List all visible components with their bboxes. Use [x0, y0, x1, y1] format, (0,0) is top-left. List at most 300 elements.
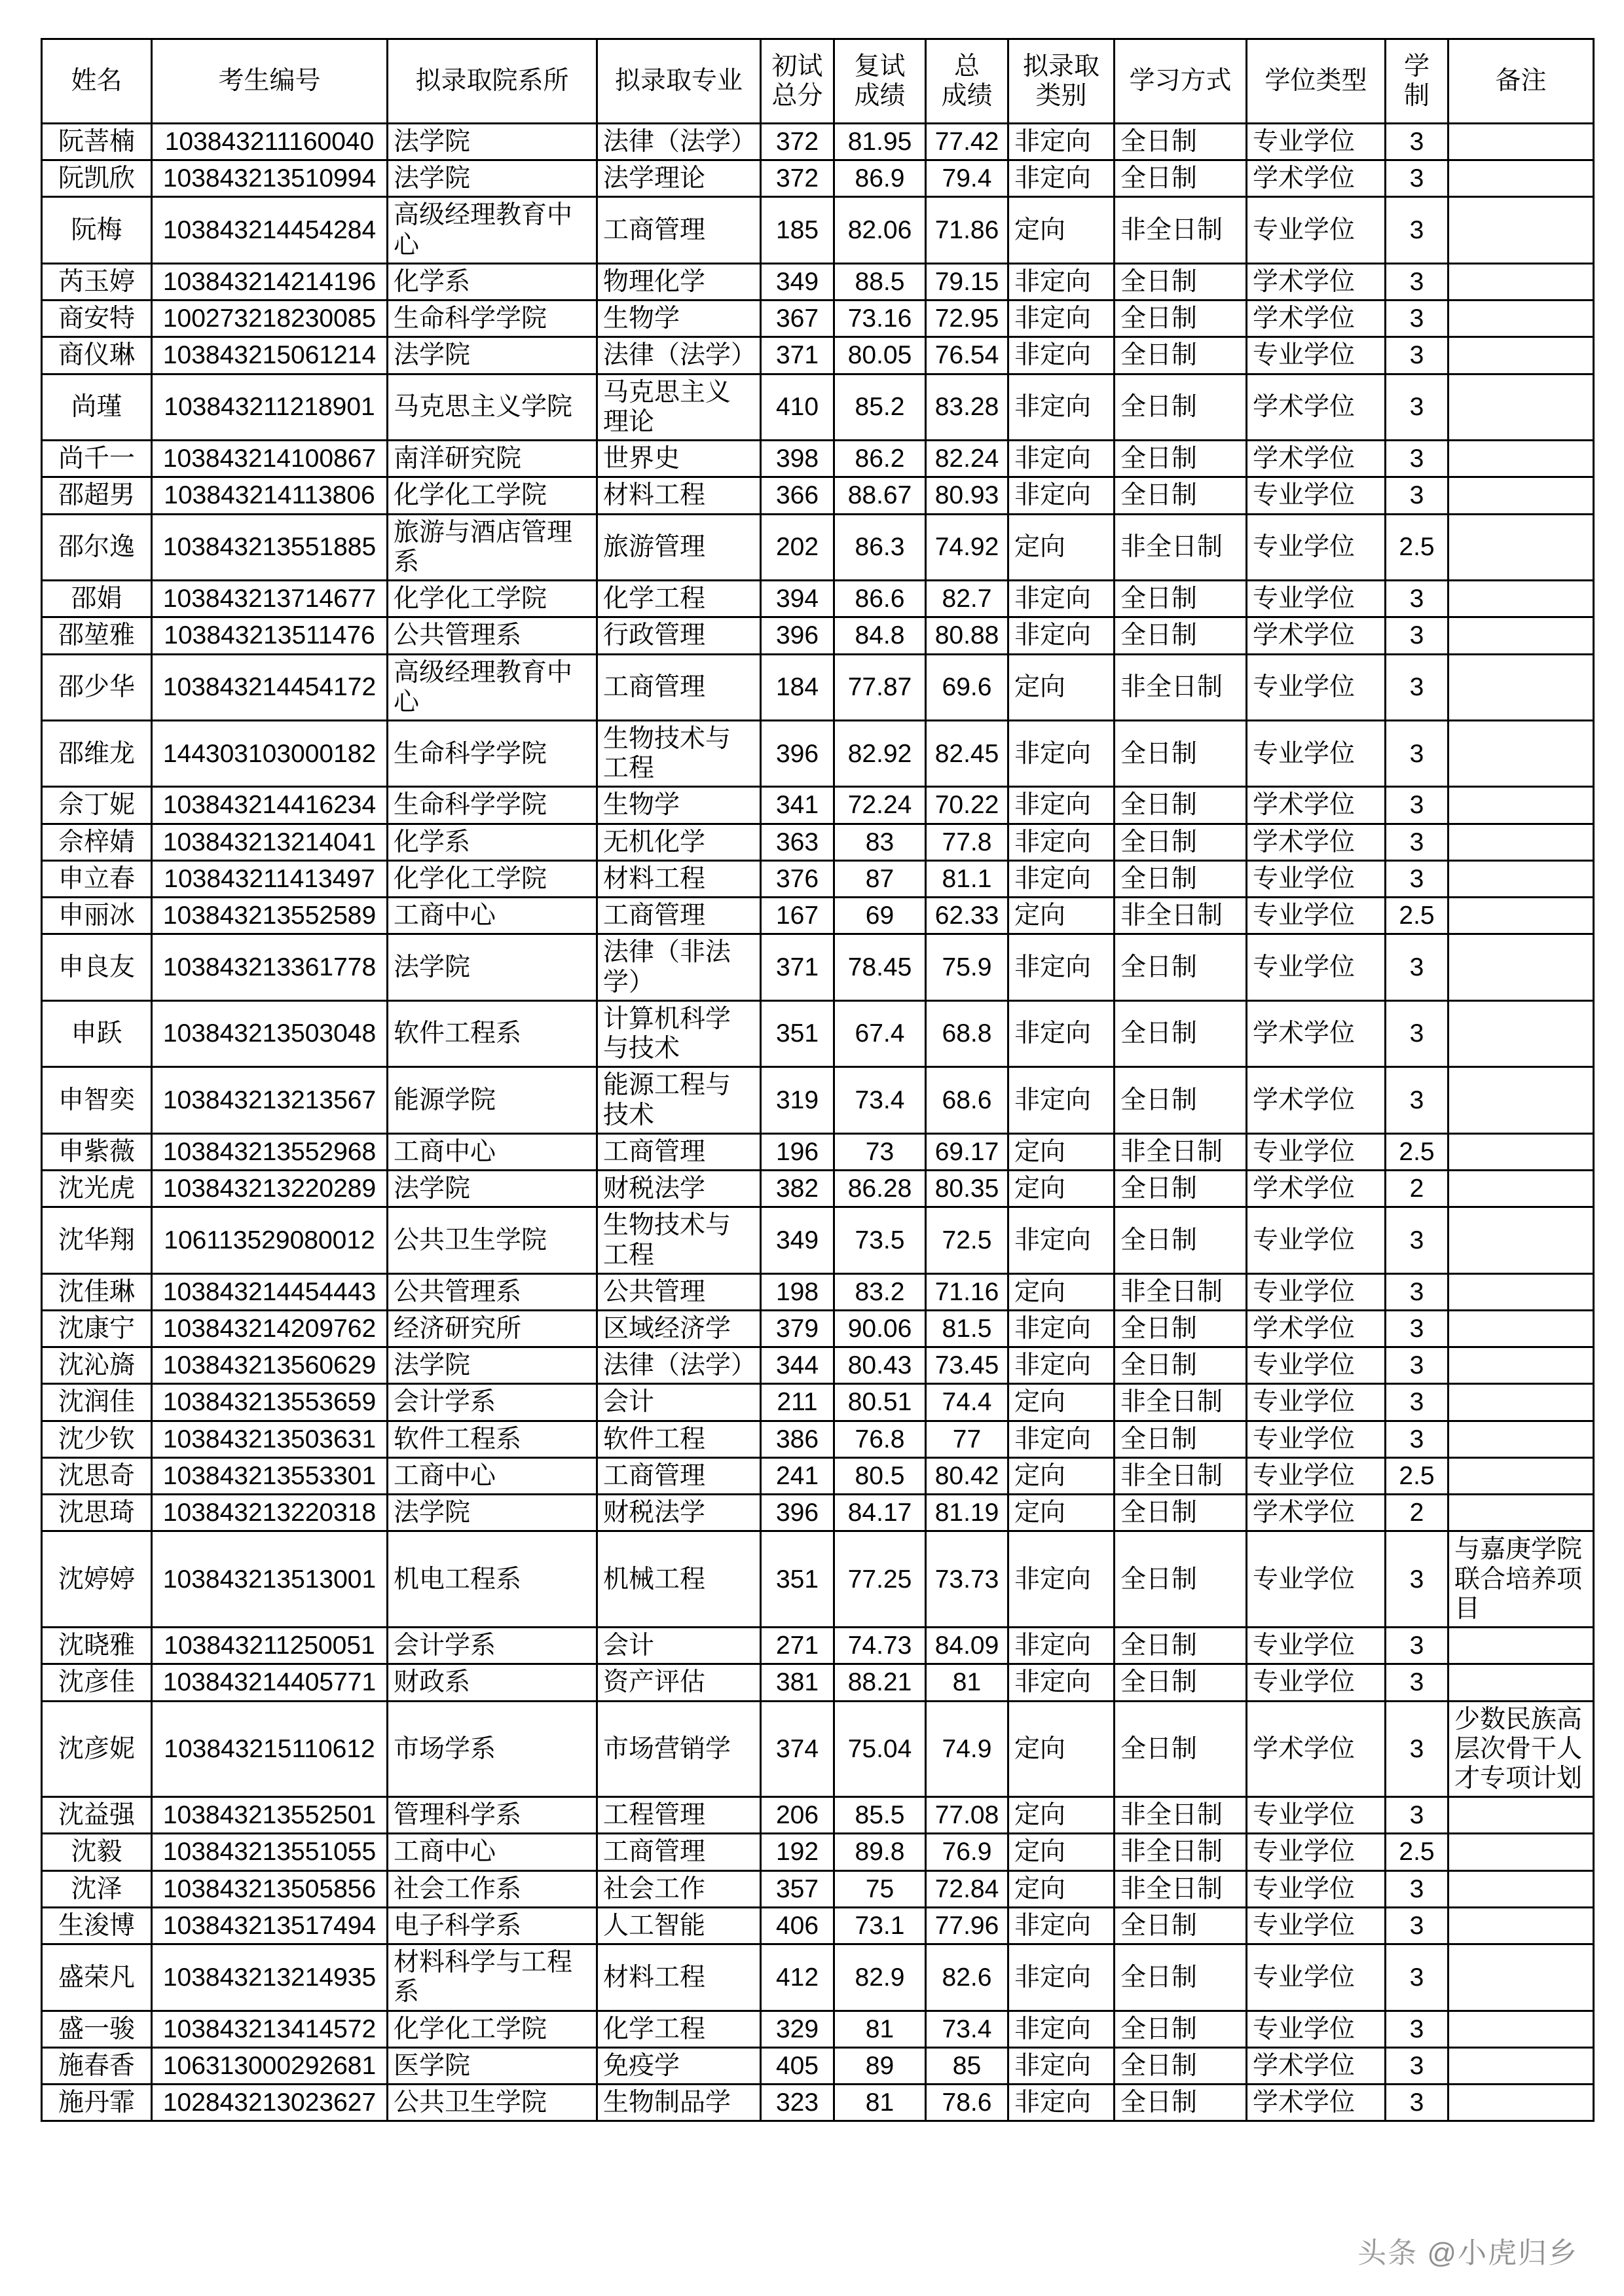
cell-exam-no: 103843213503631 — [152, 1421, 388, 1457]
column-header-degree-type: 学位类型 — [1247, 39, 1386, 124]
cell-study-mode: 非全日制 — [1115, 1834, 1247, 1870]
table-row — [42, 374, 1594, 440]
cell-college: 法学院 — [388, 124, 597, 160]
cell-total: 77.42 — [926, 124, 1008, 160]
cell-years: 3 — [1386, 1207, 1449, 1273]
cell-degree-type: 专业学位 — [1247, 337, 1386, 374]
cell-remark — [1449, 1664, 1594, 1701]
cell-degree-type: 专业学位 — [1247, 124, 1386, 160]
cell-remark — [1449, 898, 1594, 934]
cell-exam-no: 103843213213567 — [152, 1067, 388, 1133]
cell-years: 3 — [1386, 1628, 1449, 1664]
cell-study-mode: 全日制 — [1115, 1347, 1247, 1384]
cell-first-total: 386 — [761, 1421, 834, 1457]
cell-name: 沈毅 — [42, 1834, 152, 1870]
cell-category: 非定向 — [1008, 263, 1115, 300]
cell-college: 公共管理系 — [388, 617, 597, 654]
table-row — [42, 1834, 1594, 1870]
cell-retest: 80.43 — [834, 1347, 926, 1384]
header-line-2: 总分 — [771, 82, 823, 110]
cell-remark — [1449, 374, 1594, 440]
cell-first-total: 167 — [761, 898, 834, 934]
cell-retest: 80.51 — [834, 1384, 926, 1421]
cell-remark — [1449, 617, 1594, 654]
cell-first-total: 202 — [761, 514, 834, 580]
cell-exam-no: 103843213552501 — [152, 1797, 388, 1834]
cell-exam-no: 103843213513001 — [152, 1531, 388, 1628]
cell-total: 76.54 — [926, 337, 1008, 374]
table-row — [42, 2085, 1594, 2121]
cell-first-total: 379 — [761, 1310, 834, 1347]
cell-major: 工商管理 — [597, 654, 761, 720]
cell-college: 医学院 — [388, 2047, 597, 2084]
cell-retest: 75.04 — [834, 1701, 926, 1797]
cell-first-total: 372 — [761, 124, 834, 160]
cell-total: 77 — [926, 1421, 1008, 1457]
cell-name: 申跃 — [42, 1000, 152, 1066]
cell-study-mode: 非全日制 — [1115, 1273, 1247, 1310]
cell-name: 邵娟 — [42, 581, 152, 617]
cell-category: 非定向 — [1008, 617, 1115, 654]
cell-name: 沈彦妮 — [42, 1701, 152, 1797]
cell-years: 3 — [1386, 2011, 1449, 2047]
cell-remark — [1449, 1421, 1594, 1457]
cell-first-total: 341 — [761, 787, 834, 824]
cell-retest: 83.2 — [834, 1273, 926, 1310]
cell-exam-no: 100273218230085 — [152, 301, 388, 337]
cell-category: 非定向 — [1008, 1207, 1115, 1273]
cell-exam-no: 103843211218901 — [152, 374, 388, 440]
cell-retest: 78.45 — [834, 934, 926, 1000]
cell-remark — [1449, 1133, 1594, 1170]
cell-category: 定向 — [1008, 1133, 1115, 1170]
cell-remark — [1449, 934, 1594, 1000]
watermark-handle: @小虎归乡 — [1427, 2237, 1578, 2269]
cell-retest: 86.28 — [834, 1171, 926, 1207]
cell-name: 沈益强 — [42, 1797, 152, 1834]
cell-category: 定向 — [1008, 654, 1115, 720]
cell-remark — [1449, 2011, 1594, 2047]
cell-total: 83.28 — [926, 374, 1008, 440]
cell-study-mode: 全日制 — [1115, 1907, 1247, 1944]
cell-college: 旅游与酒店管理系 — [388, 514, 597, 580]
cell-category: 非定向 — [1008, 787, 1115, 824]
cell-remark — [1449, 787, 1594, 824]
table-row — [42, 160, 1594, 197]
cell-exam-no: 144303103000182 — [152, 720, 388, 786]
cell-name: 商仪琳 — [42, 337, 152, 374]
cell-remark — [1449, 654, 1594, 720]
cell-total: 62.33 — [926, 898, 1008, 934]
cell-degree-type: 学术学位 — [1247, 263, 1386, 300]
cell-total: 68.8 — [926, 1000, 1008, 1066]
cell-major: 市场营销学 — [597, 1701, 761, 1797]
cell-college: 法学院 — [388, 1171, 597, 1207]
header-line-1: 总 — [953, 52, 980, 81]
cell-category: 定向 — [1008, 1495, 1115, 1531]
admission-list-table — [41, 38, 1595, 2122]
cell-name: 阮梅 — [42, 197, 152, 263]
cell-remark — [1449, 1457, 1594, 1494]
cell-exam-no: 102843213023627 — [152, 2085, 388, 2121]
cell-degree-type: 专业学位 — [1247, 1944, 1386, 2011]
cell-first-total: 192 — [761, 1834, 834, 1870]
cell-exam-no: 103843214405771 — [152, 1664, 388, 1701]
cell-remark — [1449, 1797, 1594, 1834]
cell-name: 申智奕 — [42, 1067, 152, 1133]
cell-first-total: 185 — [761, 197, 834, 263]
cell-degree-type: 专业学位 — [1247, 860, 1386, 897]
cell-study-mode: 非全日制 — [1115, 1133, 1247, 1170]
cell-name: 芮玉婷 — [42, 263, 152, 300]
cell-total: 74.9 — [926, 1701, 1008, 1797]
table-body — [42, 124, 1594, 2121]
cell-total: 72.95 — [926, 301, 1008, 337]
table-row — [42, 617, 1594, 654]
cell-college: 高级经理教育中心 — [388, 197, 597, 263]
cell-category: 定向 — [1008, 898, 1115, 934]
column-header-exam-no: 考生编号 — [152, 39, 388, 124]
cell-major: 生物技术与工程 — [597, 720, 761, 786]
cell-exam-no: 103843211250051 — [152, 1628, 388, 1664]
cell-degree-type: 学术学位 — [1247, 160, 1386, 197]
cell-major: 世界史 — [597, 441, 761, 477]
cell-degree-type: 专业学位 — [1247, 1664, 1386, 1701]
cell-college: 工商中心 — [388, 1834, 597, 1870]
cell-college: 高级经理教育中心 — [388, 654, 597, 720]
cell-first-total: 410 — [761, 374, 834, 440]
header-line-1: 初试 — [771, 52, 823, 81]
cell-first-total: 398 — [761, 441, 834, 477]
cell-name: 佘梓婧 — [42, 824, 152, 860]
cell-college: 化学化工学院 — [388, 860, 597, 897]
table-row — [42, 1907, 1594, 1944]
cell-category: 定向 — [1008, 1797, 1115, 1834]
cell-college: 经济研究所 — [388, 1310, 597, 1347]
cell-name: 邵维龙 — [42, 720, 152, 786]
cell-total: 80.35 — [926, 1171, 1008, 1207]
cell-degree-type: 专业学位 — [1247, 477, 1386, 514]
cell-retest: 77.25 — [834, 1531, 926, 1628]
cell-remark — [1449, 1495, 1594, 1531]
cell-remark — [1449, 301, 1594, 337]
cell-years: 2.5 — [1386, 1457, 1449, 1494]
cell-study-mode: 全日制 — [1115, 1421, 1247, 1457]
cell-exam-no: 103843213220318 — [152, 1495, 388, 1531]
cell-years: 3 — [1386, 824, 1449, 860]
cell-degree-type: 学术学位 — [1247, 617, 1386, 654]
table-row — [42, 1870, 1594, 1907]
table-row — [42, 581, 1594, 617]
cell-exam-no: 103843213552589 — [152, 898, 388, 934]
cell-name: 盛荣凡 — [42, 1944, 152, 2011]
table-row — [42, 1067, 1594, 1133]
cell-first-total: 351 — [761, 1000, 834, 1066]
table-row — [42, 934, 1594, 1000]
cell-major: 社会工作 — [597, 1870, 761, 1907]
cell-first-total: 349 — [761, 1207, 834, 1273]
cell-degree-type: 学术学位 — [1247, 1000, 1386, 1066]
cell-first-total: 184 — [761, 654, 834, 720]
cell-study-mode: 全日制 — [1115, 337, 1247, 374]
cell-total: 82.6 — [926, 1944, 1008, 2011]
cell-first-total: 371 — [761, 934, 834, 1000]
cell-degree-type: 专业学位 — [1247, 1421, 1386, 1457]
cell-years: 3 — [1386, 720, 1449, 786]
watermark-prefix: 头条 — [1357, 2237, 1418, 2269]
cell-retest: 85.5 — [834, 1797, 926, 1834]
column-header-college: 拟录取院系所 — [388, 39, 597, 124]
cell-first-total: 406 — [761, 1907, 834, 1944]
cell-retest: 86.3 — [834, 514, 926, 580]
cell-major: 能源工程与技术 — [597, 1067, 761, 1133]
cell-years: 3 — [1386, 1384, 1449, 1421]
cell-exam-no: 103843213551055 — [152, 1834, 388, 1870]
cell-name: 阮菩楠 — [42, 124, 152, 160]
cell-category: 非定向 — [1008, 301, 1115, 337]
cell-first-total: 198 — [761, 1273, 834, 1310]
cell-college: 化学化工学院 — [388, 581, 597, 617]
table-row — [42, 301, 1594, 337]
cell-total: 82.45 — [926, 720, 1008, 786]
cell-exam-no: 103843214454443 — [152, 1273, 388, 1310]
cell-remark — [1449, 1834, 1594, 1870]
cell-college: 法学院 — [388, 337, 597, 374]
cell-major: 财税法学 — [597, 1171, 761, 1207]
cell-first-total: 241 — [761, 1457, 834, 1494]
cell-major: 会计 — [597, 1628, 761, 1664]
cell-college: 公共卫生学院 — [388, 2085, 597, 2121]
cell-degree-type: 专业学位 — [1247, 1273, 1386, 1310]
cell-exam-no: 103843213551885 — [152, 514, 388, 580]
cell-exam-no: 103843213552968 — [152, 1133, 388, 1170]
cell-name: 尚千一 — [42, 441, 152, 477]
cell-remark — [1449, 1628, 1594, 1664]
cell-major: 无机化学 — [597, 824, 761, 860]
column-header-name: 姓名 — [42, 39, 152, 124]
table-row — [42, 1664, 1594, 1701]
cell-years: 3 — [1386, 654, 1449, 720]
cell-study-mode: 非全日制 — [1115, 898, 1247, 934]
table-row — [42, 1273, 1594, 1310]
cell-remark — [1449, 581, 1594, 617]
cell-years: 3 — [1386, 2047, 1449, 2084]
cell-years: 3 — [1386, 124, 1449, 160]
cell-name: 沈润佳 — [42, 1384, 152, 1421]
table-row — [42, 1207, 1594, 1273]
cell-years: 3 — [1386, 1067, 1449, 1133]
cell-degree-type: 学术学位 — [1247, 301, 1386, 337]
table-row — [42, 898, 1594, 934]
cell-major: 行政管理 — [597, 617, 761, 654]
cell-retest: 88.5 — [834, 263, 926, 300]
cell-name: 申立春 — [42, 860, 152, 897]
cell-degree-type: 学术学位 — [1247, 2047, 1386, 2084]
cell-major: 工商管理 — [597, 1133, 761, 1170]
cell-major: 工商管理 — [597, 197, 761, 263]
cell-college: 电子科学系 — [388, 1907, 597, 1944]
table-row — [42, 1421, 1594, 1457]
cell-retest: 74.73 — [834, 1628, 926, 1664]
cell-study-mode: 全日制 — [1115, 374, 1247, 440]
cell-first-total: 412 — [761, 1944, 834, 2011]
column-header-category — [1008, 39, 1115, 124]
cell-college: 南洋研究院 — [388, 441, 597, 477]
cell-total: 71.86 — [926, 197, 1008, 263]
cell-major: 公共管理 — [597, 1273, 761, 1310]
cell-first-total: 396 — [761, 617, 834, 654]
cell-total: 85 — [926, 2047, 1008, 2084]
header-line-2: 类别 — [1035, 82, 1087, 110]
table-header — [42, 39, 1594, 124]
table-row — [42, 1944, 1594, 2011]
cell-first-total: 396 — [761, 720, 834, 786]
cell-retest: 69 — [834, 898, 926, 934]
cell-years: 3 — [1386, 1000, 1449, 1066]
table-row — [42, 860, 1594, 897]
cell-study-mode: 非全日制 — [1115, 197, 1247, 263]
cell-study-mode: 全日制 — [1115, 1495, 1247, 1531]
cell-major: 计算机科学与技术 — [597, 1000, 761, 1066]
cell-total: 77.96 — [926, 1907, 1008, 1944]
cell-category: 非定向 — [1008, 1347, 1115, 1384]
cell-degree-type: 专业学位 — [1247, 1457, 1386, 1494]
cell-major: 法律（法学） — [597, 1347, 761, 1384]
cell-degree-type: 专业学位 — [1247, 1628, 1386, 1664]
cell-total: 72.5 — [926, 1207, 1008, 1273]
cell-total: 80.88 — [926, 617, 1008, 654]
cell-remark — [1449, 477, 1594, 514]
cell-first-total: 367 — [761, 301, 834, 337]
cell-name: 商安特 — [42, 301, 152, 337]
cell-years: 3 — [1386, 1797, 1449, 1834]
cell-years: 3 — [1386, 1421, 1449, 1457]
cell-category: 非定向 — [1008, 2085, 1115, 2121]
cell-total: 75.9 — [926, 934, 1008, 1000]
cell-total: 79.15 — [926, 263, 1008, 300]
cell-total: 76.9 — [926, 1834, 1008, 1870]
cell-years: 3 — [1386, 263, 1449, 300]
cell-category: 定向 — [1008, 1171, 1115, 1207]
cell-exam-no: 103843213560629 — [152, 1347, 388, 1384]
cell-retest: 89 — [834, 2047, 926, 2084]
cell-category: 定向 — [1008, 514, 1115, 580]
cell-study-mode: 全日制 — [1115, 301, 1247, 337]
cell-retest: 83 — [834, 824, 926, 860]
cell-name: 沈华翔 — [42, 1207, 152, 1273]
cell-name: 沈少钦 — [42, 1421, 152, 1457]
cell-total: 71.16 — [926, 1273, 1008, 1310]
cell-college: 马克思主义学院 — [388, 374, 597, 440]
cell-years: 3 — [1386, 1273, 1449, 1310]
column-header-total — [926, 39, 1008, 124]
cell-degree-type: 专业学位 — [1247, 1384, 1386, 1421]
cell-retest: 82.92 — [834, 720, 926, 786]
cell-degree-type: 专业学位 — [1247, 720, 1386, 786]
cell-college: 会计学系 — [388, 1384, 597, 1421]
cell-college: 法学院 — [388, 1347, 597, 1384]
cell-degree-type: 学术学位 — [1247, 1171, 1386, 1207]
cell-study-mode: 全日制 — [1115, 2047, 1247, 2084]
cell-study-mode: 非全日制 — [1115, 654, 1247, 720]
cell-retest: 84.8 — [834, 617, 926, 654]
cell-degree-type: 专业学位 — [1247, 1797, 1386, 1834]
cell-retest: 87 — [834, 860, 926, 897]
cell-years: 3 — [1386, 787, 1449, 824]
cell-first-total: 349 — [761, 263, 834, 300]
cell-degree-type: 学术学位 — [1247, 374, 1386, 440]
cell-remark — [1449, 1310, 1594, 1347]
cell-remark — [1449, 197, 1594, 263]
cell-exam-no: 103843214416234 — [152, 787, 388, 824]
cell-years: 3 — [1386, 1870, 1449, 1907]
cell-major: 马克思主义理论 — [597, 374, 761, 440]
cell-name: 佘丁妮 — [42, 787, 152, 824]
cell-degree-type: 专业学位 — [1247, 581, 1386, 617]
cell-exam-no: 103843215061214 — [152, 337, 388, 374]
cell-total: 74.92 — [926, 514, 1008, 580]
cell-study-mode: 全日制 — [1115, 581, 1247, 617]
cell-first-total: 344 — [761, 1347, 834, 1384]
cell-study-mode: 全日制 — [1115, 860, 1247, 897]
cell-remark — [1449, 2047, 1594, 2084]
cell-study-mode: 非全日制 — [1115, 1797, 1247, 1834]
cell-major: 化学工程 — [597, 581, 761, 617]
cell-category: 非定向 — [1008, 477, 1115, 514]
cell-first-total: 319 — [761, 1067, 834, 1133]
cell-first-total: 271 — [761, 1628, 834, 1664]
cell-years: 3 — [1386, 374, 1449, 440]
cell-years: 3 — [1386, 581, 1449, 617]
cell-exam-no: 103843213503048 — [152, 1000, 388, 1066]
cell-study-mode: 非全日制 — [1115, 1457, 1247, 1494]
cell-years: 3 — [1386, 337, 1449, 374]
cell-retest: 84.17 — [834, 1495, 926, 1531]
header-line-1: 拟录取 — [1022, 52, 1099, 81]
cell-remark — [1449, 1870, 1594, 1907]
cell-college: 工商中心 — [388, 1457, 597, 1494]
cell-category: 非定向 — [1008, 1628, 1115, 1664]
header-line-1: 复试 — [854, 52, 906, 81]
cell-total: 77.8 — [926, 824, 1008, 860]
cell-degree-type: 学术学位 — [1247, 1067, 1386, 1133]
cell-category: 定向 — [1008, 1834, 1115, 1870]
table-row — [42, 1171, 1594, 1207]
cell-major: 工商管理 — [597, 898, 761, 934]
cell-major: 材料工程 — [597, 1944, 761, 2011]
table-row — [42, 337, 1594, 374]
cell-major: 人工智能 — [597, 1907, 761, 1944]
cell-retest: 86.9 — [834, 160, 926, 197]
cell-major: 法律（法学） — [597, 337, 761, 374]
table-row — [42, 1701, 1594, 1797]
cell-first-total: 382 — [761, 1171, 834, 1207]
cell-years: 3 — [1386, 1310, 1449, 1347]
cell-study-mode: 全日制 — [1115, 1207, 1247, 1273]
cell-degree-type: 学术学位 — [1247, 824, 1386, 860]
cell-study-mode: 全日制 — [1115, 1944, 1247, 2011]
table-row — [42, 1531, 1594, 1628]
cell-category: 非定向 — [1008, 934, 1115, 1000]
cell-category: 非定向 — [1008, 824, 1115, 860]
cell-category: 非定向 — [1008, 720, 1115, 786]
cell-total: 78.6 — [926, 2085, 1008, 2121]
cell-remark — [1449, 1347, 1594, 1384]
cell-degree-type: 专业学位 — [1247, 898, 1386, 934]
cell-category: 定向 — [1008, 1701, 1115, 1797]
cell-major: 材料工程 — [597, 477, 761, 514]
cell-remark — [1449, 1067, 1594, 1133]
